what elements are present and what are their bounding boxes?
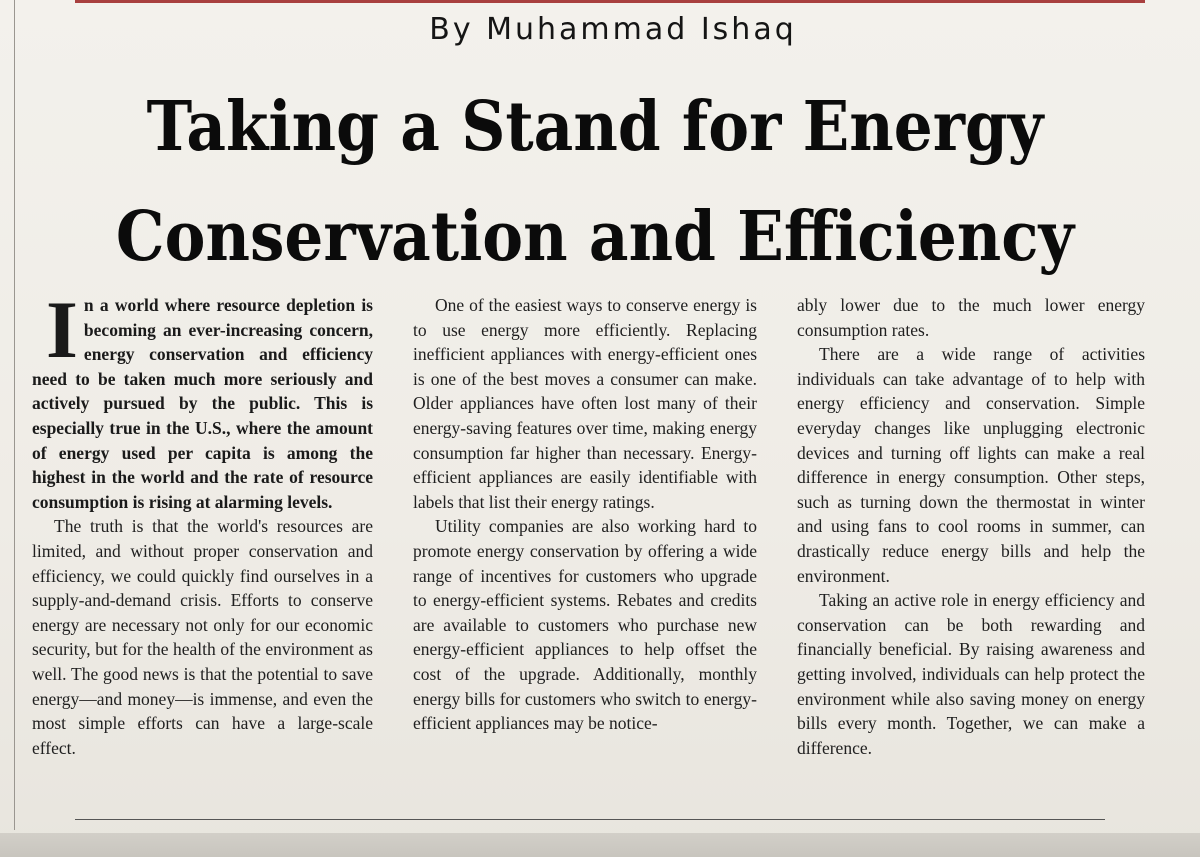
- drop-cap: I: [46, 284, 78, 375]
- byline: By Muhammad Ishaq: [429, 12, 797, 47]
- article-column-3: [797, 293, 1145, 760]
- lead-paragraph-text: n a world where resource depletion is becoming an ever-increasing concern, energy conservation and efficiency need to be taken much more seriously and actively pursued by the public. This is especially true in the U.S., where the amount of energy used per capita is among the highest in the world and the rate of resource consumption is rising at alarming levels.: [32, 295, 373, 512]
- scan-edge: [0, 833, 1200, 857]
- bottom-rule: [75, 819, 1105, 820]
- article-paragraph: The truth is that the world's resources are limited, and without proper conservation and efficiency, we could quickly find ourselves in a supply-and-demand crisis. Efforts to conserve energy are necessary not only for our economic security, but for the health of the environment as well. The good news is that the potential to save energy—and money—is immense, and even the most simple efforts can have a large-scale effect.: [32, 516, 373, 758]
- lead-paragraph: [32, 284, 373, 514]
- page-edge: [14, 0, 15, 830]
- article-paragraph: One of the easiest ways to conserve energy is to use energy more efficiently. Replacing inefficient appliances with energy-efficient ones is one of the best moves a consumer can make. Older appliances have often lost many of their energy-saving features over time, making energy consumption far higher than necessary. Energy-efficient appliances are easily identifiable with labels that list their energy ratings.: [413, 295, 757, 512]
- article-paragraph: There are a wide range of activities individuals can take advantage of to help with energy efficiency and conservation. Simple everyday changes like unplugging electronic devices and turning off lights can make a real difference in energy consumption. Other steps, such as turning down the thermostat in winter and using fans to cool rooms in summer, can drastically reduce energy bills and help the environment.: [797, 344, 1145, 586]
- article-column-2: [413, 293, 757, 736]
- article-paragraph-continued: ably lower due to the much lower energy consumption rates.: [797, 295, 1145, 340]
- article-paragraph: Taking an active role in energy efficiency and conservation can be both rewarding and financially beneficial. By raising awareness and getting involved, individuals can help protect the environment while also saving money on energy bills every month. Together, we can make a difference.: [797, 590, 1145, 758]
- article-paragraph: Utility companies are also working hard to promote energy conservation by offering a wide range of incentives for customers who upgrade to energy-efficient systems. Rebates and credits are available to customers who purchase new energy-efficient appliances to help offset the cost of the upgrade. Additionally, monthly energy bills for customers who switch to energy-efficient appliances may be notice-: [413, 516, 757, 734]
- article-column-1: [32, 284, 373, 760]
- headline: Taking a Stand for Energy Conservation and Efficiency: [115, 87, 1075, 277]
- top-rule: [75, 0, 1145, 3]
